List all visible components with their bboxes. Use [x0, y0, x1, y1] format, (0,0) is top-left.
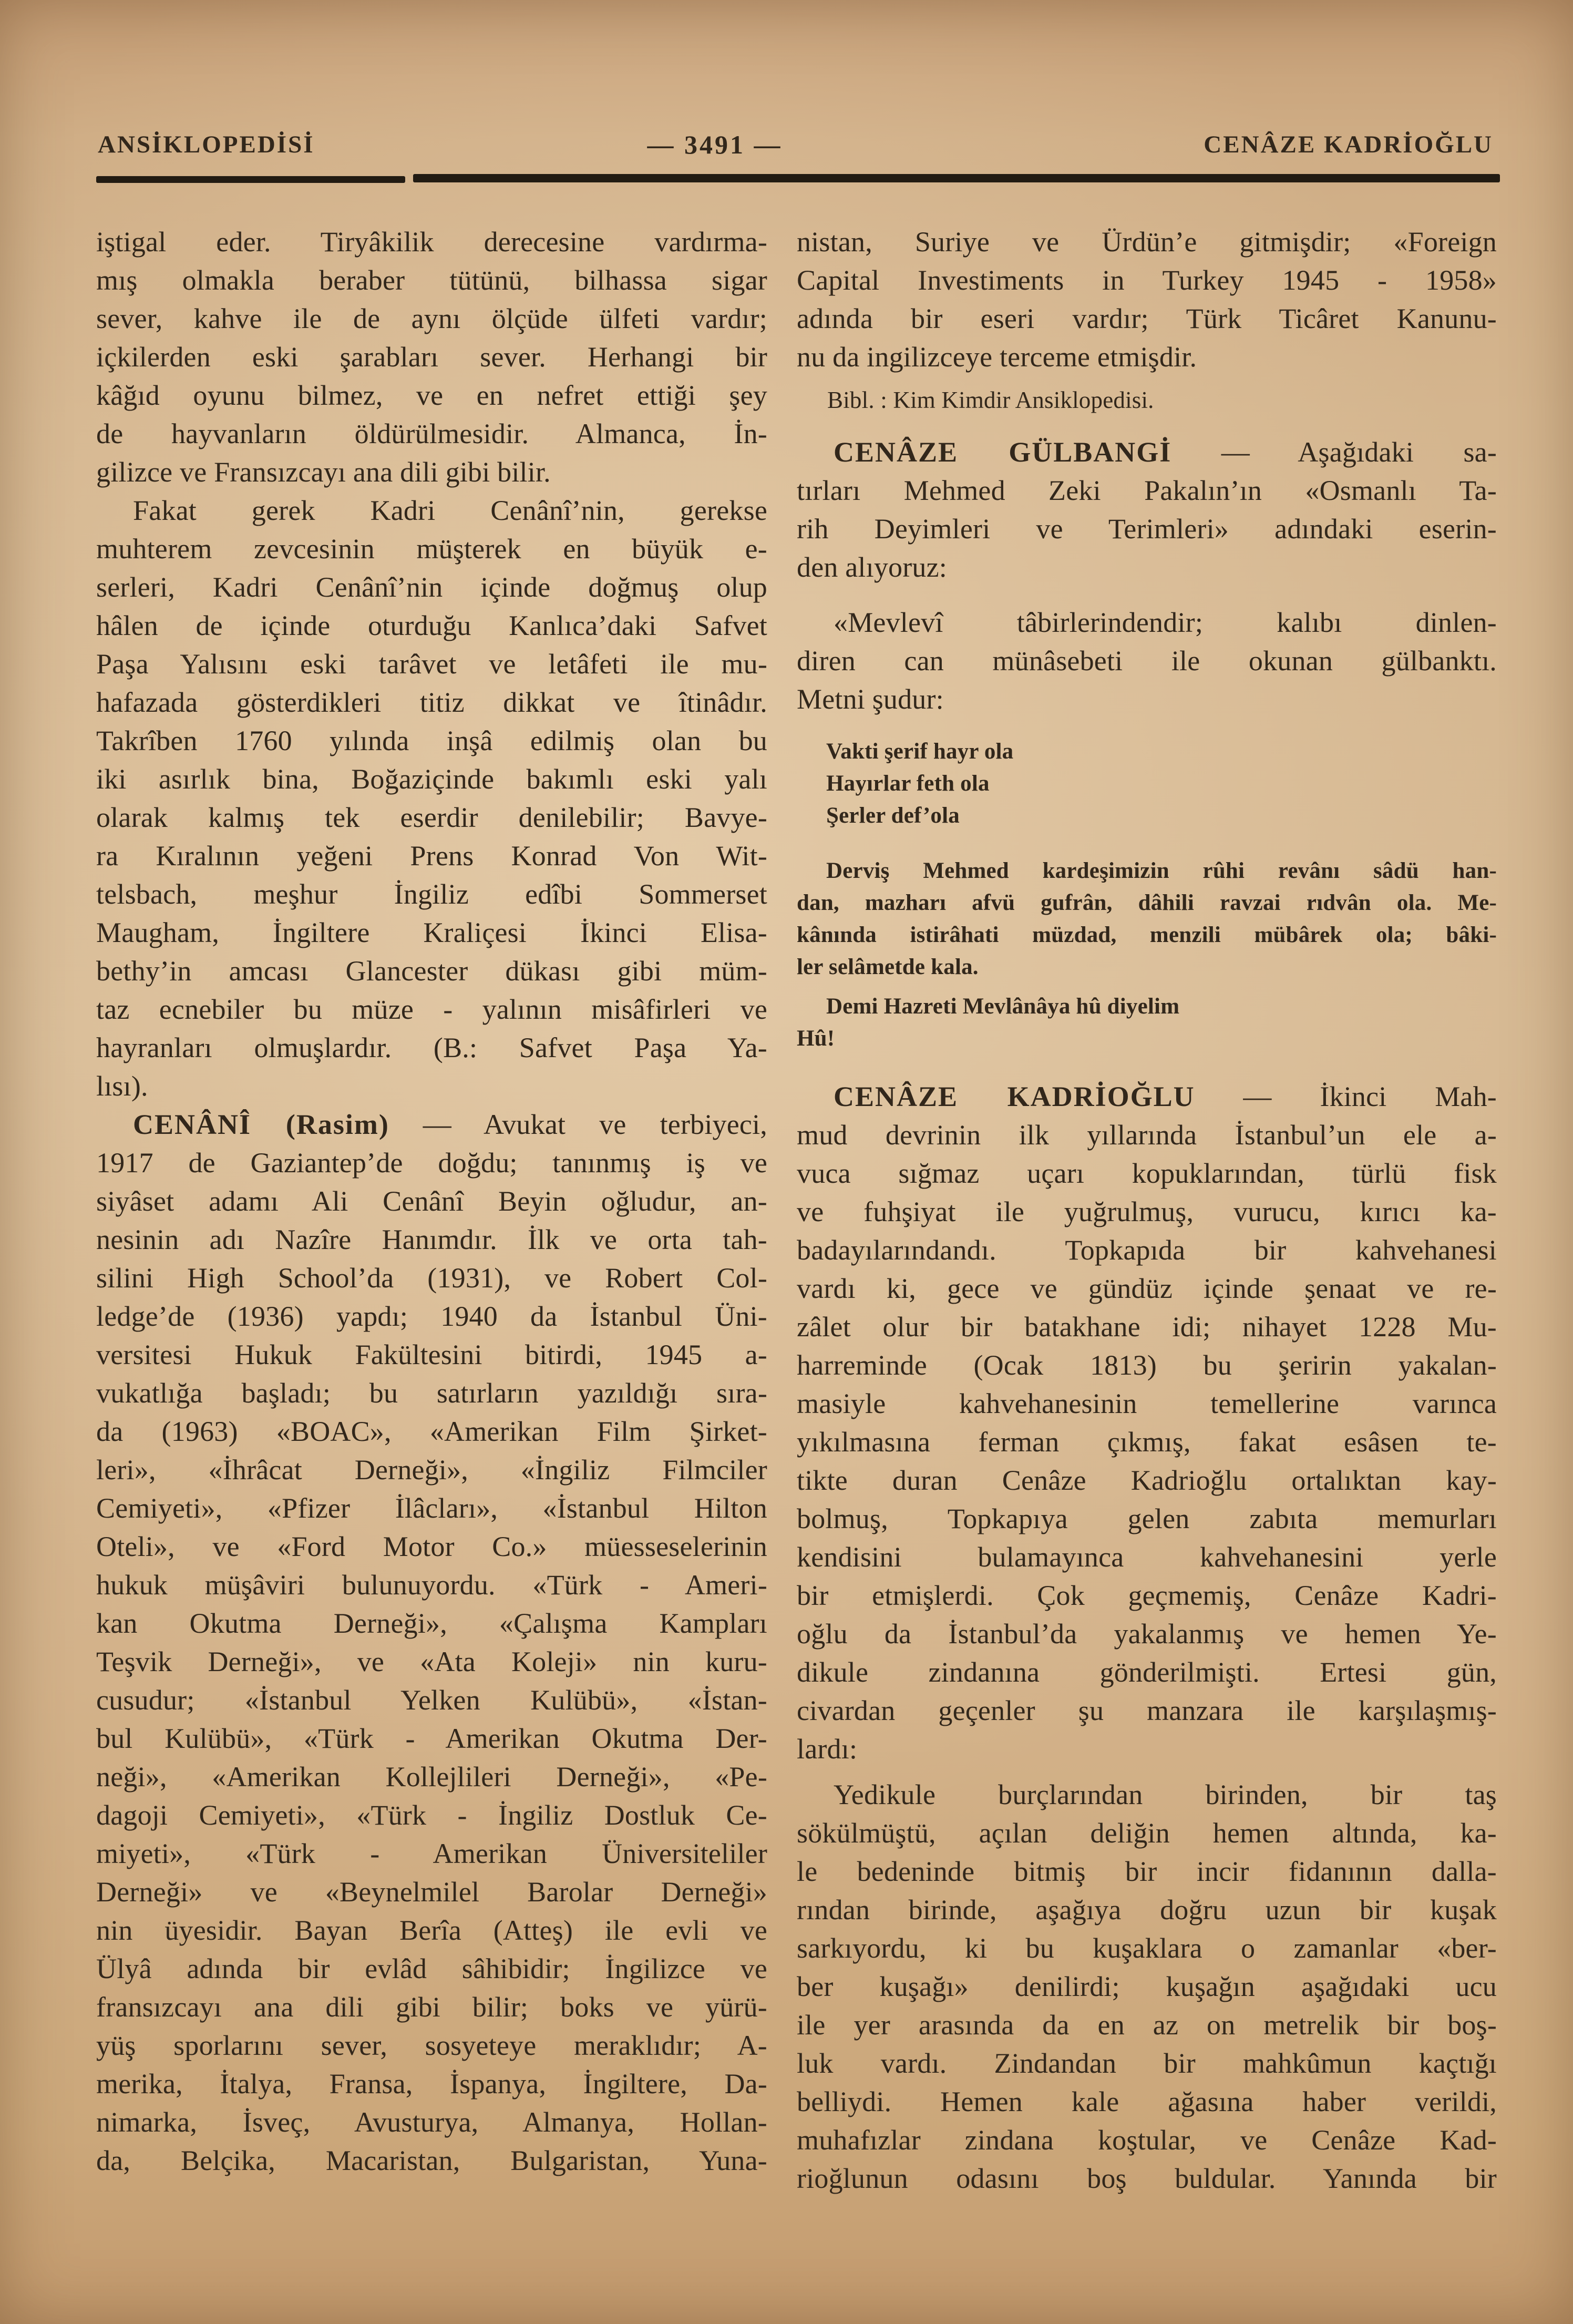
text-line: rioğlunun odasını boş buldular. Yanında bir — [797, 2163, 1497, 2194]
text-line: Demi Hazreti Mevlânâya hû diyelim — [826, 994, 1180, 1019]
text-line: Derviş Mehmed kardeşimizin rûhi revânı sâdü han- — [826, 858, 1497, 883]
text-line: gilizce ve Fransızcayı ana dili gibi bilir. — [96, 456, 551, 488]
text-line: CENÂNÎ (Rasim) — Avukat ve terbiyeci, — [133, 1109, 767, 1140]
entry-heading: CENÂNÎ (Rasim) — [133, 1109, 389, 1140]
text-line: cusudur; «İstanbul Yelken Kulübü», «İstan- — [96, 1684, 767, 1716]
text-line: civardan geçenler şu manzara ile karşılaşmış- — [797, 1695, 1497, 1726]
text-line: oğlu da İstanbul’da yakalanmış ve hemen Ye- — [797, 1618, 1497, 1650]
paragraph — [797, 433, 1497, 587]
text-line: Hû! — [797, 1026, 835, 1051]
text-line: «Mevlevî tâbirlerindendir; kalıbı dinlen- — [834, 607, 1497, 638]
text-line: Capital Investiments in Turkey 1945 - 1958» — [797, 264, 1497, 296]
text-line: bolmuş, Topkapıya gelen zabıta memurları — [797, 1503, 1497, 1534]
text-line: den alıyoruz: — [797, 551, 947, 583]
text-line: tırları Mehmed Zeki Pakalın’ın «Osmanlı Ta- — [797, 475, 1497, 506]
text-line: içkilerden eski şarabları sever. Herhangi bir — [96, 341, 767, 373]
text-line: Maugham, İngiltere Kraliçesi İkinci Elisa- — [96, 917, 767, 948]
text-line: adında bir eseri vardır; Türk Ticâret Kanunu- — [797, 303, 1497, 334]
text-line: nu da ingilizceye terceme etmişdir. — [797, 341, 1197, 373]
text-line: Teşvik Derneği», ve «Ata Koleji» nin kuru- — [96, 1646, 767, 1677]
text-line: Metni şudur: — [797, 683, 944, 715]
text-line: bul Kulübü», «Türk - Amerikan Okutma Der- — [96, 1723, 767, 1754]
text-line: rih Deyimleri ve Terimleri» adındaki eserin- — [797, 513, 1497, 545]
text-line: hâlen de içinde oturduğu Kanlıca’daki Safvet — [96, 610, 767, 641]
text-line: 1917 de Gaziantep’de doğdu; tanınmış iş ve — [96, 1147, 767, 1179]
text-line: CENÂZE KADRİOĞLU — İkinci Mah- — [834, 1081, 1497, 1112]
right-column — [797, 223, 1497, 2198]
text-line: luk vardı. Zindandan bir mahkûmun kaçtığı — [797, 2047, 1497, 2079]
paragraph — [797, 384, 1497, 416]
text-line: vukatlığa başladı; bu satırların yazıldığı sıra- — [96, 1377, 767, 1409]
text-line: iştigal eder. Tiryâkilik derecesine vardırma- — [96, 226, 767, 258]
text-line: fransızcayı ana dili gibi bilir; boks ve yürü- — [96, 1991, 767, 2023]
text-line: versitesi Hukuk Fakültesini bitirdi, 1945 a- — [96, 1339, 767, 1370]
text-line: ra Kıralının yeğeni Prens Konrad Von Wit- — [96, 840, 767, 872]
text-line: kânında istirâhati müzdad, menzili mübârek ola; bâki- — [797, 923, 1497, 947]
text-line: de hayvanların öldürülmesidir. Almanca, İn- — [96, 418, 767, 449]
text-line: hukuk müşâviri bulunuyordu. «Türk - Ameri- — [96, 1569, 767, 1601]
text-line: nimarka, İsveç, Avusturya, Almanya, Hollan- — [96, 2106, 767, 2138]
text-line: kâğıd oyunu bilmez, ve en nefret ettiği şey — [96, 380, 767, 411]
text-line: Bibl. : Kim Kimdir Ansiklopedisi. — [827, 387, 1154, 413]
paragraph — [797, 1776, 1497, 2198]
text-line: lısı). — [96, 1070, 148, 1102]
text-line: ledge’de (1936) yapdı; 1940 da İstanbul Üni- — [96, 1301, 767, 1332]
paragraph — [797, 1078, 1497, 1768]
text-line: Vakti şerif hayr ola — [826, 739, 1014, 764]
text-line: miyeti», «Türk - Amerikan Üniversiteliler — [96, 1838, 767, 1869]
text-line: nin üyesidir. Bayan Berîa (Atteş) ile evli ve — [96, 1915, 767, 1946]
text-line: zâlet olur bir batakhane idi; nihayet 1228 Mu- — [797, 1311, 1497, 1343]
text-line: da (1963) «BOAC», «Amerikan Film Şirket- — [96, 1416, 767, 1447]
running-head-title: ANSİKLOPEDİSİ — [98, 131, 315, 158]
text-line: olarak kalmış tek eserdir denilebilir; Bavye- — [96, 802, 767, 833]
paragraph — [797, 735, 1497, 832]
text-line: taz ecnebiler bu müze - yalının misâfirleri ve — [96, 994, 767, 1025]
text-line: kendisini bulamayınca kahvehanesini yerle — [797, 1541, 1497, 1573]
entry-heading: CENÂZE GÜLBANGİ — [834, 436, 1172, 468]
text-line: diren can münâsebeti ile okunan gülbanktı. — [797, 645, 1497, 677]
text-line: merika, İtalya, Fransa, İspanya, İngiltere, Da- — [96, 2068, 767, 2100]
text-line: Cemiyeti», «Pfizer İlâcları», «İstanbul Hilton — [96, 1492, 767, 1524]
text-line: Ülyâ adında bir evlâd sâhibidir; İngilizce ve — [96, 1953, 767, 1984]
text-line: belliydi. Hemen kale ağasına haber verildi, — [797, 2086, 1497, 2117]
text-line: dikule zindanına gönderilmişti. Ertesi gün, — [797, 1656, 1497, 1688]
text-line: Paşa Yalısını eski tarâvet ve letâfeti ile mu- — [96, 648, 767, 680]
text-line: masiyle kahvehanesinin temellerine varınca — [797, 1388, 1497, 1419]
text-line: le bedeninde bitmiş bir incir fidanının dalla- — [797, 1856, 1497, 1887]
text-line: yıkılmasına ferman çıkmış, fakat esâsen te- — [797, 1426, 1497, 1458]
text-line: bethy’in amcası Glancester dükası gibi müm- — [96, 955, 767, 987]
paragraph — [797, 223, 1497, 376]
text-line: harreminde (Ocak 1813) bu şeririn yakalan- — [797, 1349, 1497, 1381]
text-line: rından birinde, aşağıya doğru uzun bir kuşak — [797, 1894, 1497, 1926]
paragraph — [797, 990, 1497, 1054]
text-line: Hayırlar feth ola — [826, 771, 990, 796]
text-line: ve fuhşiyat ile yuğrulmuş, vurucu, kırıcı ka- — [797, 1196, 1497, 1227]
text-line: sever, kahve ile de aynı ölçüde ülfeti vardır; — [96, 303, 767, 334]
page-number: — 3491 — — [647, 130, 783, 159]
text-line: sarkıyordu, ki bu kuşaklara o zamanlar «ber- — [797, 1932, 1497, 1964]
text-line: nesinin adı Nazîre Hanımdır. İlk ve orta tah- — [96, 1224, 767, 1255]
text-line: neği», «Amerikan Kollejlileri Derneği», «Pe- — [96, 1761, 767, 1793]
text-line: bir etmişlerdi. Çok geçmemiş, Cenâze Kadri- — [797, 1580, 1497, 1611]
text-line: Şerler def’ola — [826, 803, 960, 828]
text-line: hafazada gösterdikleri titiz dikkat ve îtinâdır. — [96, 687, 767, 718]
text-line: muhafızlar zindana koştular, ve Cenâze Kad- — [797, 2124, 1497, 2156]
text-line: kan Okutma Derneği», «Çalışma Kampları — [96, 1608, 767, 1639]
header-rule-main-segment — [413, 174, 1500, 182]
text-line: badayılarındandı. Topkapıda bir kahvehanesi — [797, 1234, 1497, 1266]
text-line: ler selâmetde kala. — [797, 955, 979, 979]
text-line: Fakat gerek Kadri Cenânî’nin, gerekse — [133, 495, 767, 526]
text-line: vuca sığmaz uçarı kopuklarından, türlü fisk — [797, 1158, 1497, 1189]
text-line: iki asırlık bina, Boğaziçinde bakımlı eski yalı — [96, 763, 767, 795]
text-line: leri», «İhrâcat Derneği», «İngiliz Filmciler — [96, 1454, 767, 1486]
text-line: muhterem zevcesinin müşterek en büyük e- — [96, 533, 767, 565]
text-line: nistan, Suriye ve Ürdün’e gitmişdir; «Foreign — [797, 226, 1497, 258]
paragraph — [96, 1105, 767, 2180]
text-line: telsbach, meşhur İngiliz edîbi Sommerset — [96, 878, 767, 910]
text-line: mud devrinin ilk yıllarında İstanbul’un ele a- — [797, 1119, 1497, 1151]
text-line: da, Belçika, Macaristan, Bulgaristan, Yuna- — [96, 2145, 767, 2176]
text-line: ber kuşağı» denilirdi; kuşağın aşağıdaki ucu — [797, 1971, 1497, 2002]
text-line: yüş sporlarını sever, sosyeteye meraklıdır; A- — [96, 2030, 767, 2061]
paragraph — [797, 855, 1497, 983]
text-line: lardı: — [797, 1733, 858, 1765]
text-line: mış olmakla beraber tütünü, bilhassa sigar — [96, 264, 767, 296]
paragraph — [96, 492, 767, 1105]
text-line: silini High School’da (1931), ve Robert Col- — [96, 1262, 767, 1294]
text-line: siyâset adamı Ali Cenânî Beyin oğludur, an- — [96, 1185, 767, 1217]
text-line: Takrîben 1760 yılında inşâ edilmiş olan bu — [96, 725, 767, 756]
text-line: CENÂZE GÜLBANGİ — Aşağıdaki sa- — [834, 436, 1497, 468]
text-line: dan, mazharı afvü gufrân, dâhili ravzai rıdvân ola. Me- — [797, 890, 1497, 915]
text-line: vardı ki, gece ve gündüz içinde şenaat ve re- — [797, 1273, 1497, 1304]
header-rule-left-segment — [96, 176, 405, 183]
text-line: sökülmüştü, açılan deliğin hemen altında, ka- — [797, 1817, 1497, 1849]
paragraph — [797, 603, 1497, 719]
text-line: hayranları olmuşlardır. (B.: Safvet Paşa Ya- — [96, 1032, 767, 1063]
entry-heading: CENÂZE KADRİOĞLU — [834, 1081, 1195, 1112]
text-line: dagoji Cemiyeti», «Türk - İngiliz Dostluk Ce- — [96, 1799, 767, 1831]
left-column — [96, 223, 767, 2180]
running-head-entry: CENÂZE KADRİOĞLU — [1204, 131, 1493, 158]
text-line: Yedikule burçlarından birinden, bir taş — [834, 1779, 1497, 1810]
text-line: Oteli», ve «Ford Motor Co.» müesseselerinin — [96, 1531, 767, 1562]
paragraph — [96, 223, 767, 492]
text-line: tikte duran Cenâze Kadrioğlu ortalıktan kay- — [797, 1465, 1497, 1496]
text-line: serleri, Kadri Cenânî’nin içinde doğmuş olup — [96, 571, 767, 603]
text-line: ile yer arasında da en az on metrelik bir boş- — [797, 2009, 1497, 2041]
text-line: Derneği» ve «Beynelmilel Barolar Derneği» — [96, 1876, 767, 1908]
